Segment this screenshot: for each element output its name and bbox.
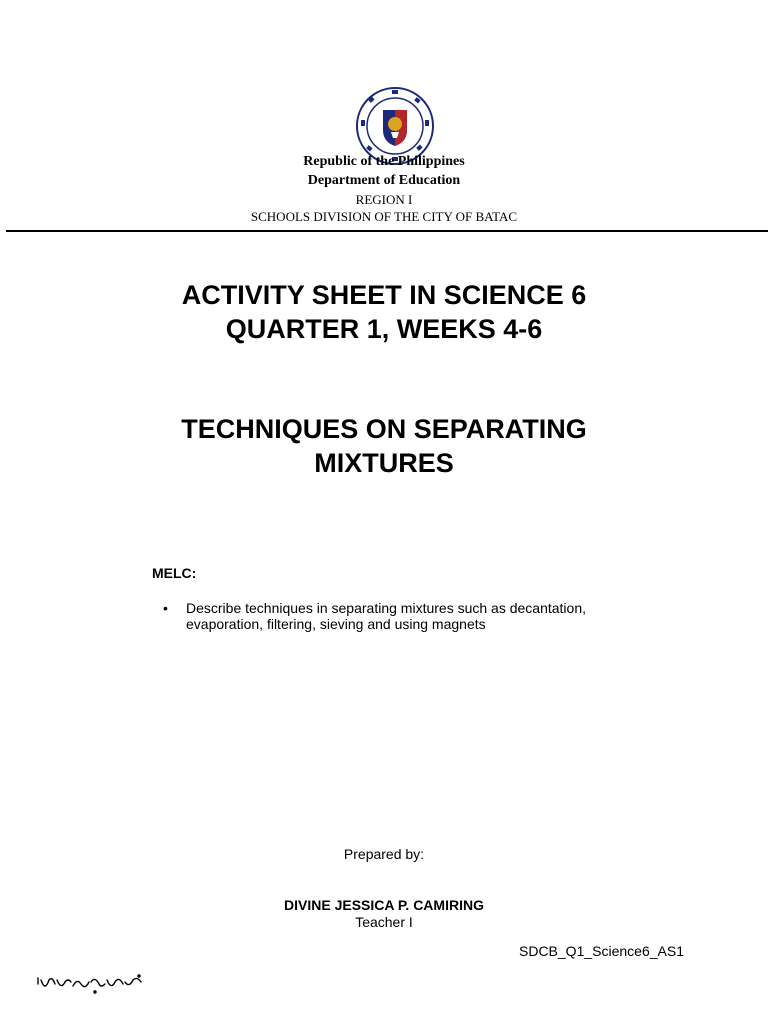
department-heading: Department of Education — [307, 173, 461, 188]
country-heading: Republic of the Philippines — [303, 154, 465, 169]
preparer-name: DIVINE JESSICA P. CAMIRING — [284, 897, 484, 913]
melc-item-line1: Describe techniques in separating mixtures such as decantation, — [186, 600, 586, 616]
document-code: SDCB_Q1_Science6_AS1 — [519, 943, 684, 959]
topic-title-line2: MIXTURES — [314, 448, 454, 478]
header-divider — [6, 230, 768, 232]
region-heading: REGION I — [355, 192, 413, 207]
division-heading: SCHOOLS DIVISION OF THE CITY OF BATAC — [250, 209, 518, 224]
baybayin-script-logo — [35, 972, 145, 996]
prepared-by-label: Prepared by: — [343, 846, 425, 862]
melc-item-line2: evaporation, filtering, sieving and using magnets — [186, 616, 486, 632]
melc-item — [163, 600, 663, 632]
activity-title-line2: QUARTER 1, WEEKS 4-6 — [225, 314, 543, 344]
activity-title-line1: ACTIVITY SHEET IN SCIENCE 6 — [181, 280, 587, 310]
melc-list — [163, 600, 663, 632]
bullet-icon: • — [163, 600, 168, 616]
melc-label: MELC: — [152, 565, 197, 581]
preparer-position: Teacher I — [355, 914, 413, 930]
topic-title-line1: TECHNIQUES ON SEPARATING — [181, 414, 587, 444]
